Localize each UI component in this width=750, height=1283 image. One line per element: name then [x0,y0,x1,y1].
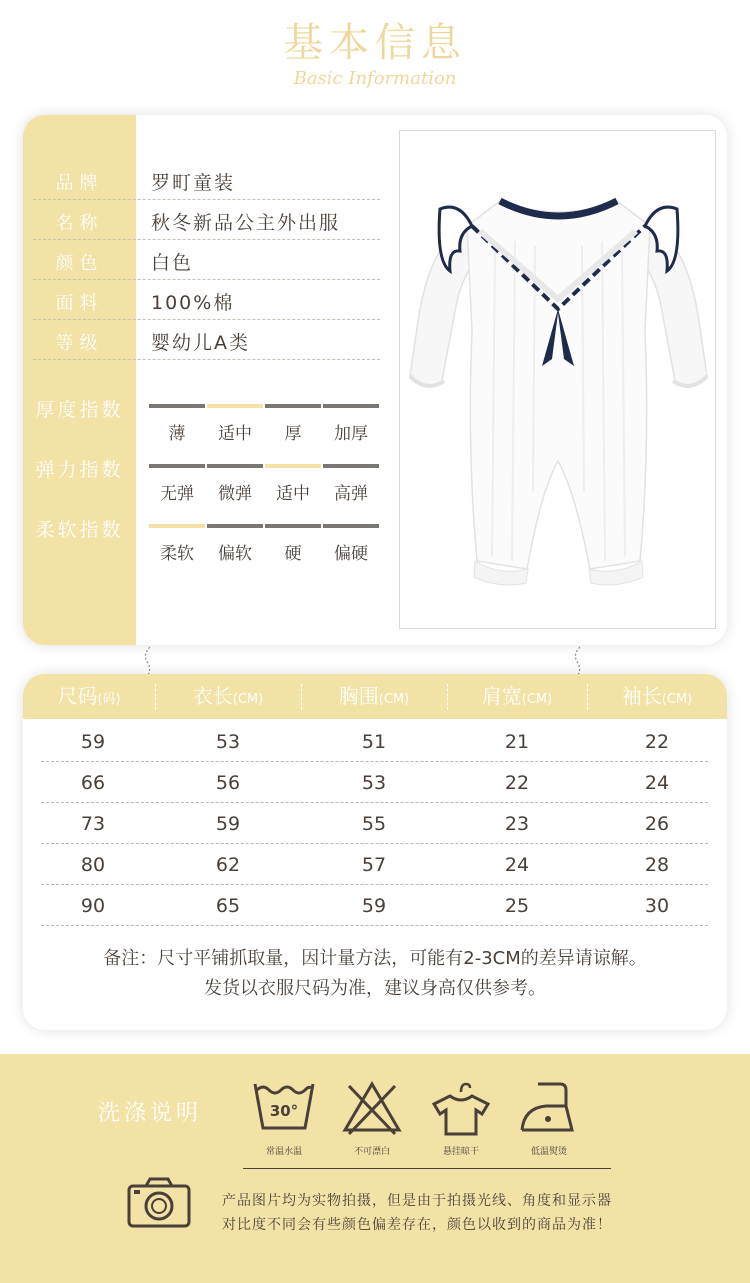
info-value-grade: 婴幼儿A类 [151,332,250,354]
table-cell: 65 [215,895,241,917]
hang-dry-caption: 悬挂晾干 [442,1147,479,1157]
table-cell: 53 [215,731,241,753]
info-value-fabric: 100%棉 [151,292,235,314]
product-photo [399,130,716,629]
softness-index-label: 柔软指数 [35,519,124,541]
softness-bar-soft-ish [207,524,263,528]
section-subtitle: Basic Information [293,68,457,89]
elasticity-option: 无弹 [160,484,194,504]
softness-bar-soft [149,524,205,528]
table-cell: 21 [504,731,530,753]
camera-icon [126,1176,192,1228]
table-cell: 53 [361,772,387,794]
basic-info-card [23,115,727,645]
wash-30-icon [253,1078,315,1138]
table-cell: 24 [644,772,670,794]
elasticity-option: 高弹 [334,484,368,504]
info-label-fabric: 面料 [55,293,104,314]
elasticity-bar-medium [265,464,321,468]
info-value-brand: 罗町童装 [151,172,236,194]
table-row [41,763,708,803]
info-label-name: 名称 [55,213,104,234]
elasticity-bar-none [149,464,205,468]
header-chest: 胸围(CM) [338,684,410,708]
table-cell: 59 [361,895,387,917]
table-cell: 51 [361,731,387,753]
softness-bar-hard [265,524,321,528]
wash-temp-text: 30° [269,1102,299,1120]
section-header [0,18,750,89]
table-cell: 22 [504,772,530,794]
info-label-brand: 品牌 [55,173,104,194]
size-chart-card [23,674,727,1030]
no-bleach-caption: 不可漂白 [353,1147,390,1157]
info-label-grade: 等级 [55,333,104,354]
divider [33,279,380,280]
thickness-bar-thin [149,404,205,408]
table-cell: 73 [80,813,106,835]
elasticity-bar-high [323,464,379,468]
table-cell: 26 [644,813,670,835]
iron-caption: 低温熨烫 [530,1147,567,1157]
header-sleeve: 袖长(CM) [621,684,693,708]
size-note-line2: 发货以衣服尺码为准，建议身高仅供参考。 [204,978,546,999]
disclaimer-line1: 产品图片均为实物拍摄，但是由于拍摄光线、角度和显示器 [222,1193,612,1209]
info-value-color: 白色 [151,252,194,274]
softness-option: 硬 [284,544,302,564]
table-cell: 24 [504,854,530,876]
table-row [41,886,708,926]
thickness-option: 适中 [218,424,252,444]
disclaimer-line2: 对比度不同会有些颜色偏差存在，颜色以收到的商品为准！ [222,1217,612,1233]
table-cell: 90 [80,895,106,917]
table-cell: 59 [215,813,241,835]
elasticity-option: 微弹 [218,484,252,504]
divider [33,239,380,240]
softness-option: 偏硬 [334,544,368,564]
header-length: 衣长(CM) [192,684,264,708]
table-row [41,845,708,885]
table-cell: 66 [80,772,106,794]
elasticity-option: 适中 [276,484,310,504]
table-cell: 23 [504,813,530,835]
no-bleach-icon [341,1078,403,1138]
divider [33,199,380,200]
table-cell: 25 [504,895,530,917]
thickness-option: 厚 [284,424,302,444]
table-cell: 30 [644,895,670,917]
table-cell: 59 [80,731,106,753]
softness-option: 偏软 [218,544,252,564]
table-cell: 28 [644,854,670,876]
table-cell: 55 [361,813,387,835]
thickness-bar-extra-thick [323,404,379,408]
hang-dry-icon [430,1078,492,1138]
wash-caption: 常温水温 [265,1147,302,1157]
header-size: 尺码(码) [57,684,121,708]
thickness-bar-thick [265,404,321,408]
section-title: 基本信息 [283,20,467,66]
low-iron-icon [518,1078,580,1138]
table-cell: 56 [215,772,241,794]
care-footer [0,1054,750,1283]
divider [243,1168,611,1169]
header-shoulder: 肩宽(CM) [481,684,553,708]
thickness-option: 加厚 [334,424,368,444]
size-table-header [23,674,727,719]
table-cell: 22 [644,731,670,753]
info-value-name: 秋冬新品公主外出服 [151,212,341,234]
softness-option: 柔软 [160,544,194,564]
divider [33,319,380,320]
size-note-line1: 备注：尺寸平铺抓取量，因计量方法，可能有2-3CM的差异请谅解。 [103,948,647,969]
thickness-index-label: 厚度指数 [35,399,124,421]
table-row [41,722,708,762]
elasticity-bar-slight [207,464,263,468]
softness-bar-hard-ish [323,524,379,528]
table-cell: 80 [80,854,106,876]
thickness-bar-medium [207,404,263,408]
divider [33,359,380,360]
info-label-color: 颜色 [55,253,104,274]
table-cell: 57 [361,854,387,876]
elasticity-index-label: 弹力指数 [35,459,124,481]
table-row [41,804,708,844]
table-cell: 62 [215,854,241,876]
washing-title: 洗涤说明 [98,1101,203,1126]
baby-romper-image [400,131,717,630]
thickness-option: 薄 [168,424,186,444]
